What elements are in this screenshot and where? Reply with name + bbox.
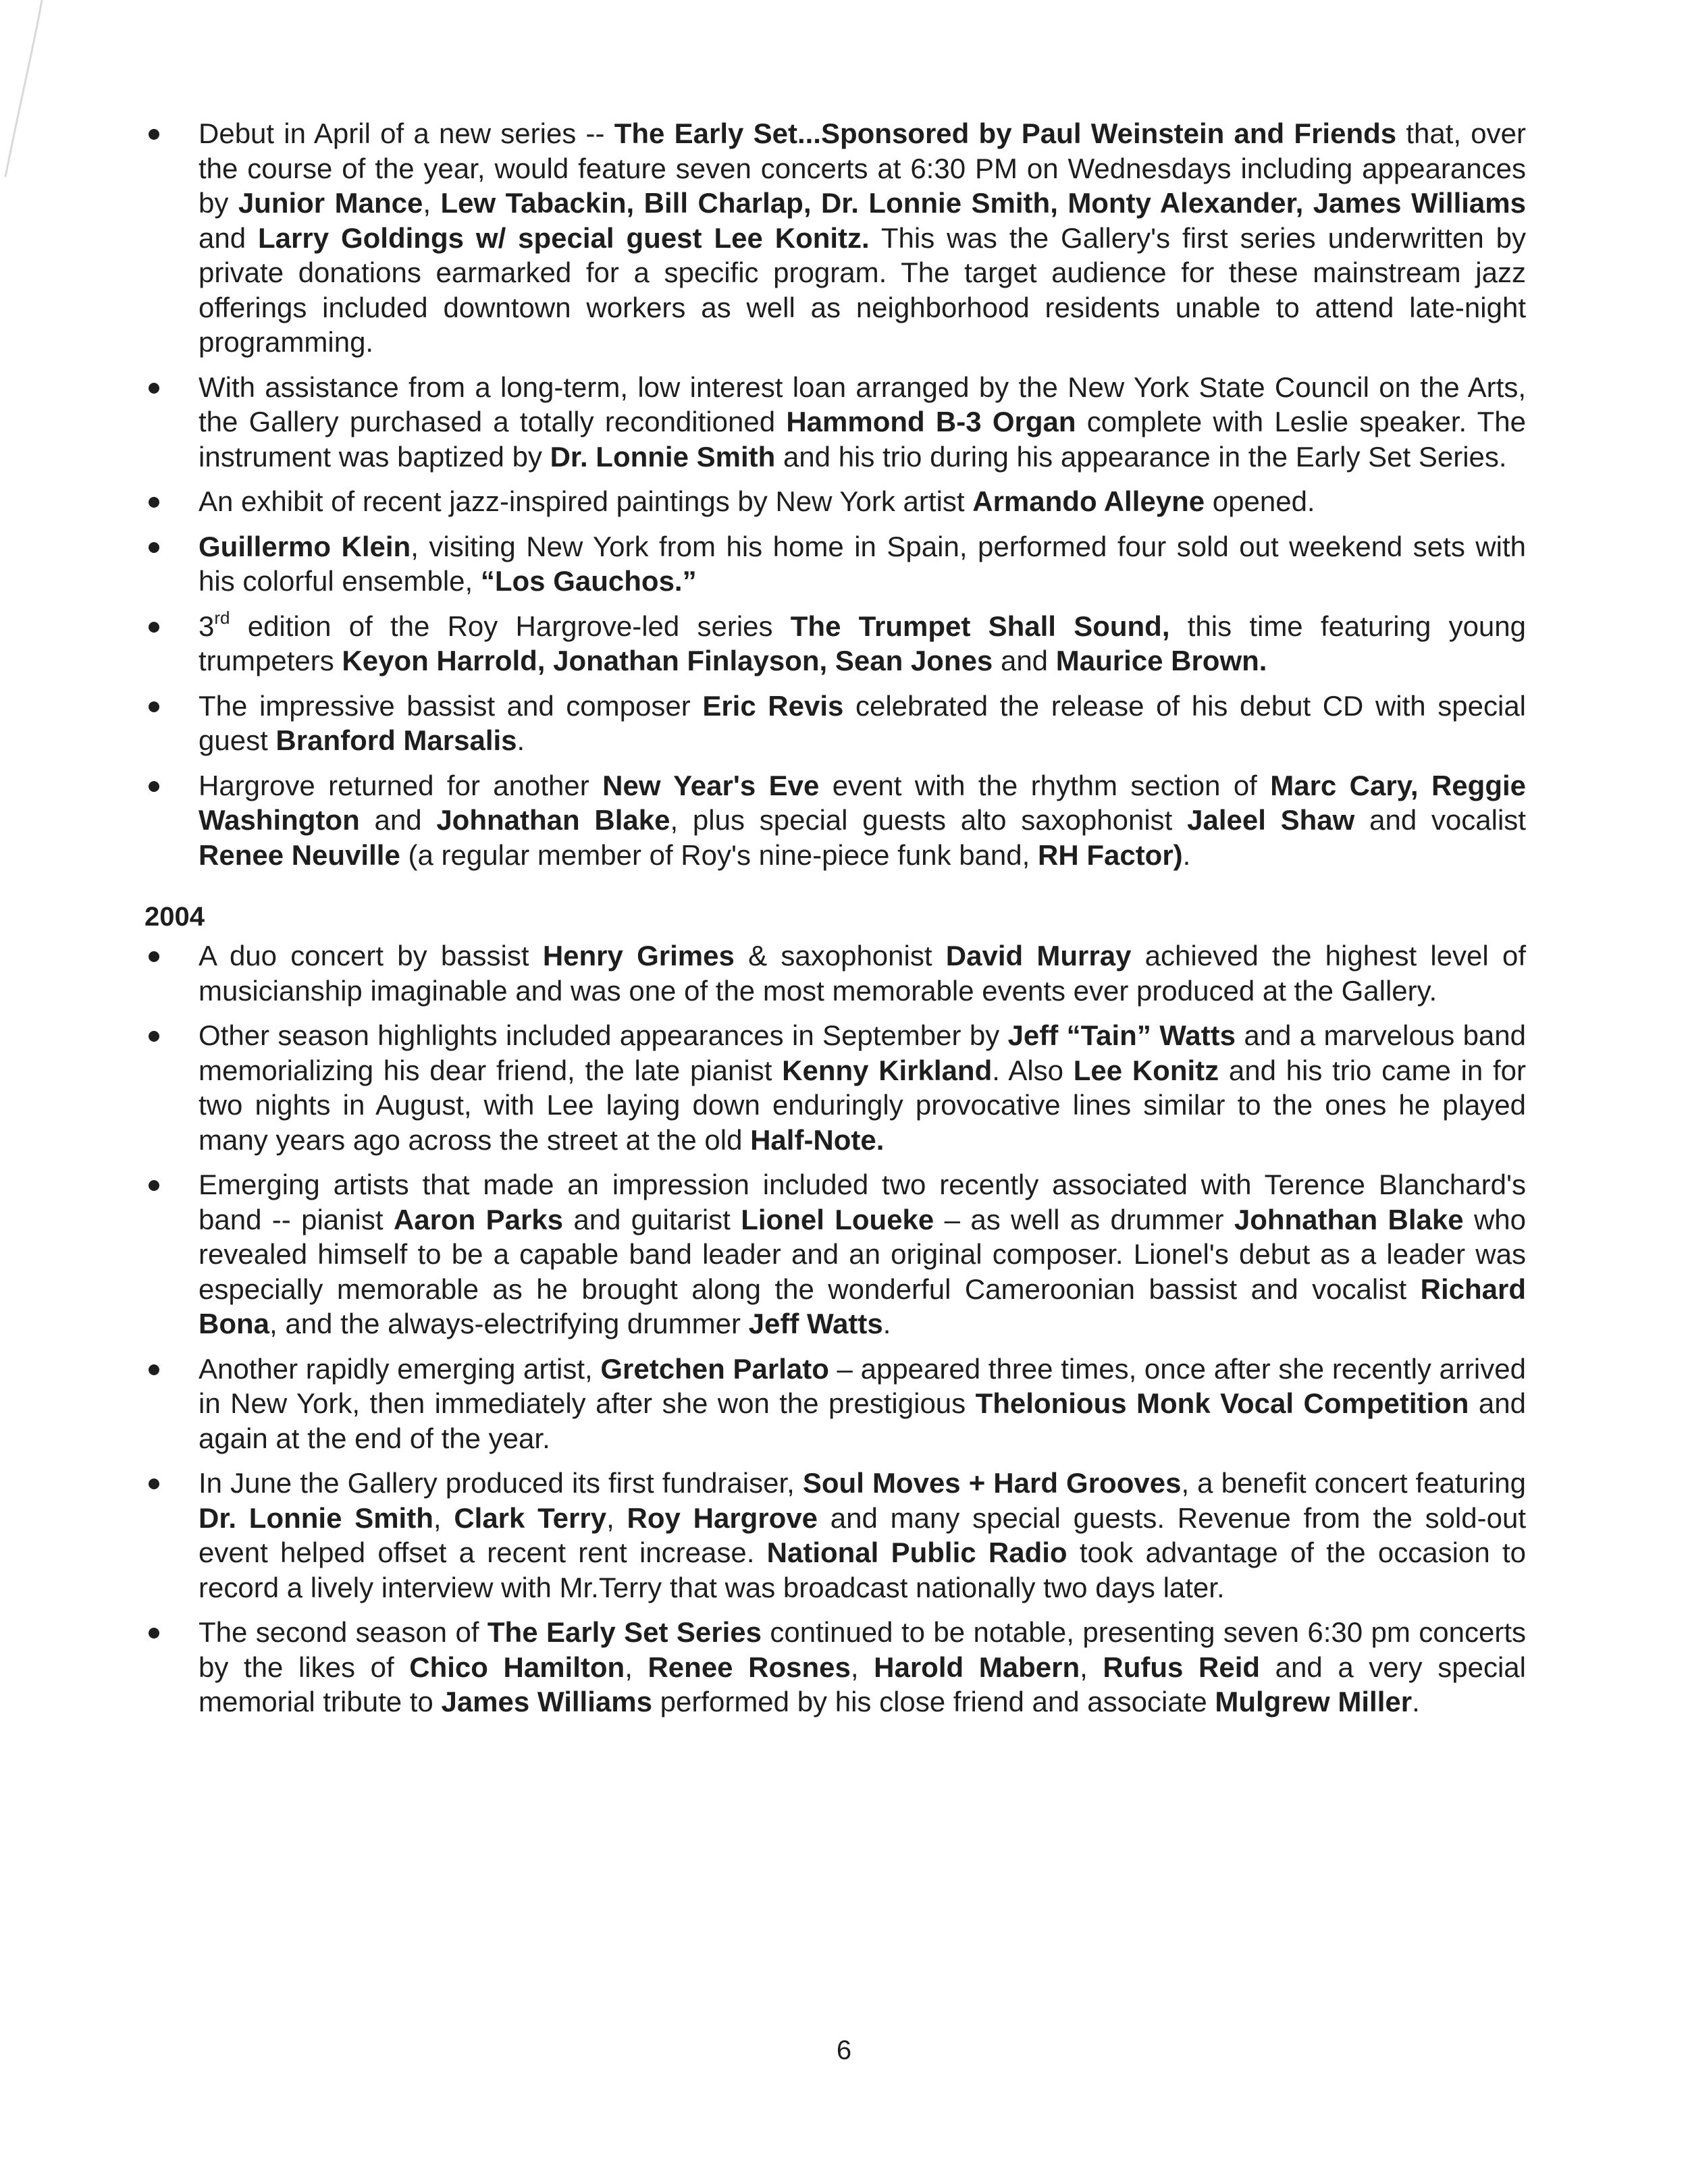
list-item: Guillermo Klein, visiting New York from his home in Spain, performed four sold out weekend sets with his colorful ensemble, “Los Gauchos.” [144, 529, 1526, 599]
list-item: The second season of The Early Set Series continued to be notable, presenting seven 6:30 pm concerts by the likes of Chico Hamilton, Renee Rosnes, Harold Mabern, Rufus Reid and a very special memorial tribute to James Williams performed by his close friend and associate Mulgrew Miller. [144, 1615, 1526, 1720]
ordinal-suffix: rd [214, 607, 230, 628]
bold-name: Johnathan Blake [1234, 1203, 1464, 1235]
bold-name: Lew Tabackin, Bill Charlap, Dr. Lonnie Smith, Monty Alexander, James Williams [440, 187, 1526, 219]
bold-name: Dr. Lonnie Smith [199, 1501, 433, 1534]
year-heading-2004: 2004 [144, 902, 205, 932]
list-2003 [144, 116, 1526, 872]
list-item: Hargrove returned for another New Year's Eve event with the rhythm section of Marc Cary, Reggie Washington and Johnathan Blake, plus special guests alto saxophonist Jaleel Shaw and vocalist Renee Neuville (a regular member of Roy's nine-piece funk band, RH Factor). [144, 768, 1526, 873]
scan-edge-mark [0, 0, 61, 182]
bold-name: Roy Hargrove [627, 1501, 818, 1534]
list-item: With assistance from a long-term, low interest loan arranged by the New York State Council on the Arts, the Gallery purchased a totally reconditioned Hammond B-3 Organ complete with Leslie speaker. The instrument was baptized by Dr. Lonnie Smith and his trio during his appearance in the Early Set Series. [144, 370, 1526, 475]
page-number: 6 [836, 2035, 852, 2065]
bold-name: Larry Goldings w/ special guest Lee Konitz. [258, 221, 870, 254]
list-item: Emerging artists that made an impression included two recently associated with Terence Blanchard's band -- pianist Aaron Parks and guitarist Lionel Loueke – as well as drummer Johnathan Blake who revealed himself to be a capable band leader and an original composer. Lionel's debut as a leader was especially memorable as he brought along the wonderful Cameroonian bassist and vocalist Richard Bona, and the always-electrifying drummer Jeff Watts. [144, 1167, 1526, 1341]
bold-name: National Public Radio [766, 1537, 1067, 1568]
bold-name: Guillermo Klein [199, 530, 411, 562]
document-page [144, 116, 1526, 1730]
bold-name: Thelonious Monk Vocal Competition [975, 1387, 1469, 1419]
list-item: Debut in April of a new series -- The Early Set...Sponsored by Paul Weinstein and Friends that, over the course of the year, would feature seven concerts at 6:30 PM on Wednesdays including appearances by Junior Mance, Lew Tabackin, Bill Charlap, Dr. Lonnie Smith, Monty Alexander, James Williams and Larry Goldings w/ special guest Lee Konitz. This was the Gallery's first series underwritten by private donations earmarked for a specific program. The target audience for these mainstream jazz offerings included downtown workers as well as neighborhood residents unable to attend late-night programming. [144, 116, 1526, 360]
bold-name: David Murray [945, 940, 1132, 971]
bold-name: Aaron Parks [393, 1203, 564, 1235]
bold-name: The Early Set Series [487, 1616, 762, 1648]
bold-name: Johnathan Blake [436, 804, 670, 836]
bold-name: Gretchen Parlato [600, 1352, 829, 1385]
list-2004 [144, 938, 1526, 1720]
bold-name: Jaleel Shaw [1187, 804, 1355, 836]
bold-name: Maurice Brown. [1055, 645, 1267, 676]
bold-name: Half-Note. [750, 1123, 885, 1156]
bold-name: Soul Moves + Hard Grooves [802, 1467, 1182, 1499]
bold-name: Junior Mance [238, 187, 423, 219]
bold-name: Armando Alleyne [972, 485, 1205, 517]
bold-name: Chico Hamilton [409, 1651, 625, 1683]
list-item: Another rapidly emerging artist, Gretchen Parlato – appeared three times, once after she recently arrived in New York, then immediately after she won the prestigious Thelonious Monk Vocal Competition and again at the end of the year. [144, 1352, 1526, 1456]
list-item: An exhibit of recent jazz-inspired paintings by New York artist Armando Alleyne opened. [144, 484, 1526, 519]
bold-name: Eric Revis [702, 689, 844, 722]
bold-name: Lee Konitz [1073, 1054, 1219, 1086]
bold-name: Harold Mabern [874, 1651, 1080, 1683]
bold-name: “Los Gauchos.” [480, 565, 697, 597]
bold-name: Dr. Lonnie Smith [550, 440, 776, 473]
list-item: The impressive bassist and composer Eric Revis celebrated the release of his debut CD with special guest Branford Marsalis. [144, 689, 1526, 758]
bold-name: James Williams [441, 1686, 652, 1717]
bold-name: The Trumpet Shall Sound, [790, 610, 1170, 642]
list-item: 3rd edition of the Roy Hargrove-led series The Trumpet Shall Sound, this time featuring young trumpeters Keyon Harrold, Jonathan Finlayson, Sean Jones and Maurice Brown. [144, 609, 1526, 678]
bold-name: Mulgrew Miller [1215, 1686, 1413, 1717]
bold-name: RH Factor) [1037, 838, 1183, 871]
bold-name: Branford Marsalis [275, 724, 517, 756]
bold-name: Keyon Harrold, Jonathan Finlayson, Sean Jones [342, 645, 993, 676]
list-item: A duo concert by bassist Henry Grimes & saxophonist David Murray achieved the highest level of musicianship imaginable and was one of the most memorable events ever produced at the Gallery. [144, 938, 1526, 1008]
bold-name: Richard Bona [199, 1273, 1526, 1339]
bold-name: Hammond B-3 Organ [786, 406, 1076, 437]
list-item: Other season highlights included appearances in September by Jeff “Tain” Watts and a marvelous band memorializing his dear friend, the late pianist Kenny Kirkland. Also Lee Konitz and his trio came in for two nights in August, with Lee laying down enduringly provocative lines similar to the ones he played many years ago across the street at the old Half-Note. [144, 1018, 1526, 1157]
bold-name: Marc Cary, Reggie Washington [199, 769, 1527, 836]
bold-name: Jeff “Tain” Watts [1007, 1019, 1236, 1051]
bold-name: New Year's Eve [602, 769, 820, 801]
bold-name: Renee Rosnes [648, 1651, 851, 1683]
bold-name: Clark Terry [454, 1501, 607, 1534]
bold-name: Jeff Watts [748, 1308, 883, 1339]
bold-name: The Early Set...Sponsored by Paul Weinstein and Friends [614, 117, 1397, 149]
bold-name: Renee Neuville [199, 838, 400, 871]
bold-name: Lionel Loueke [741, 1203, 934, 1235]
bold-name: Kenny Kirkland [782, 1054, 993, 1086]
bold-name: Henry Grimes [542, 940, 735, 971]
list-item: In June the Gallery produced its first fundraiser, Soul Moves + Hard Grooves, a benefit concert featuring Dr. Lonnie Smith, Clark Terry, Roy Hargrove and many special guests. Revenue from the sold-out event helped offset a recent rent increase. National Public Radio took advantage of the occasion to record a lively interview with Mr.Terry that was broadcast nationally two days later. [144, 1466, 1526, 1605]
bold-name: Rufus Reid [1103, 1651, 1261, 1683]
